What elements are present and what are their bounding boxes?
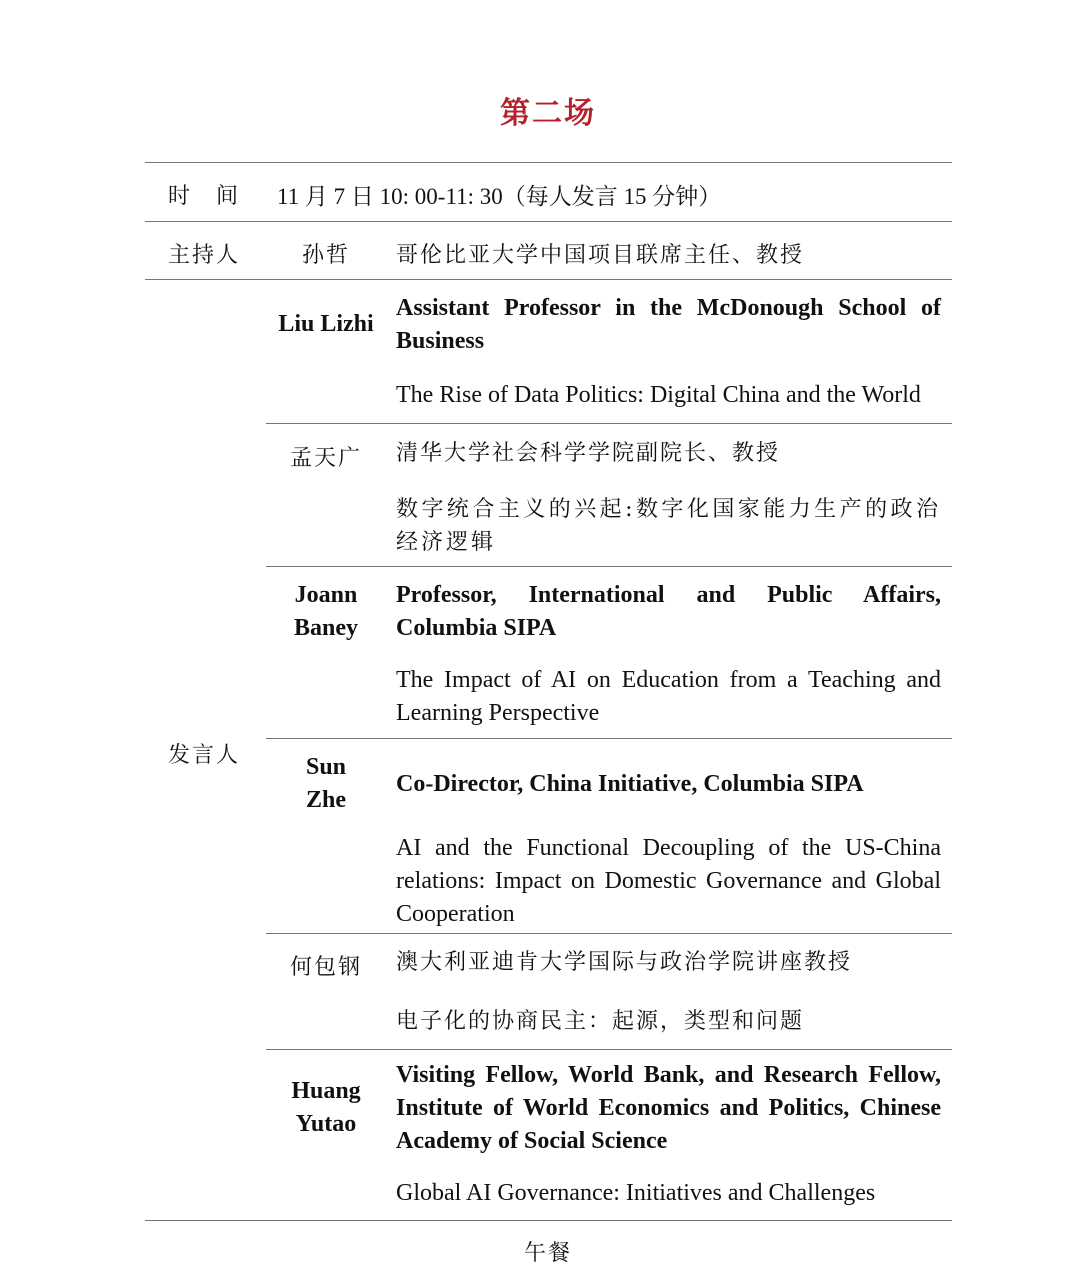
row-rule [145, 221, 952, 222]
speaker-title: Visiting Fellow, World Bank, and Research Fellow, Institute of World Economics and Politics, Chinese Academy of Social Science [396, 1062, 941, 1154]
table-bottom-rule [145, 1220, 952, 1221]
speaker-rule [266, 1049, 952, 1050]
speaker-name: 孟天广 [289, 446, 362, 471]
speaker-name: Liu Lizhi [278, 311, 374, 337]
speaker-topic: The Impact of AI on Education from a Teaching and Learning Perspective [396, 667, 941, 726]
speakers-label: 发言人 [168, 743, 241, 768]
speaker-rule [266, 738, 952, 739]
host-title: 哥伦比亚大学中国项目联席主任、教授 [396, 243, 805, 268]
speaker-rule [266, 566, 952, 567]
row-rule [145, 279, 952, 280]
speaker-title: 澳大利亚迪肯大学国际与政治学院讲座教授 [396, 950, 853, 975]
speaker-name: Joann Baney [293, 582, 358, 641]
speaker-title: Professor, International and Public Affairs, Columbia SIPA [396, 582, 941, 641]
speaker-rule [266, 933, 952, 934]
speaker-topic: AI and the Functional Decoupling of the US-China relations: Impact on Domestic Governance and Global Cooperation [396, 835, 941, 927]
speaker-topic: 数字统合主义的兴起:数字化国家能力生产的政治经济逻辑 [396, 497, 941, 555]
speaker-name: Huang Yutao [291, 1078, 361, 1137]
host-label: 主持人 [168, 243, 241, 268]
time-value: 11 月 7 日 10: 00-11: 30（每人发言 15 分钟） [277, 184, 722, 209]
speaker-topic: Global AI Governance: Initiatives and Challenges [396, 1180, 876, 1206]
speaker-name: Sun Zhe [305, 754, 347, 813]
session-title: 第二场 [500, 96, 596, 131]
time-label: 时 间 [168, 184, 241, 209]
host-name: 孙哲 [302, 243, 351, 268]
speaker-topic: The Rise of Data Politics: Digital China and the World [396, 382, 921, 408]
speaker-title: Co-Director, China Initiative, Columbia SIPA [396, 771, 864, 797]
speaker-title: Assistant Professor in the McDonough School of Business [396, 295, 941, 354]
speaker-title: 清华大学社会科学学院副院长、教授 [396, 441, 781, 466]
lunch-label: 午餐 [524, 1241, 573, 1266]
speaker-name: 何包钢 [289, 955, 362, 980]
speaker-topic: 电子化的协商民主：起源，类型和问题 [396, 1009, 805, 1034]
speaker-rule [266, 423, 952, 424]
table-top-rule [145, 162, 952, 163]
